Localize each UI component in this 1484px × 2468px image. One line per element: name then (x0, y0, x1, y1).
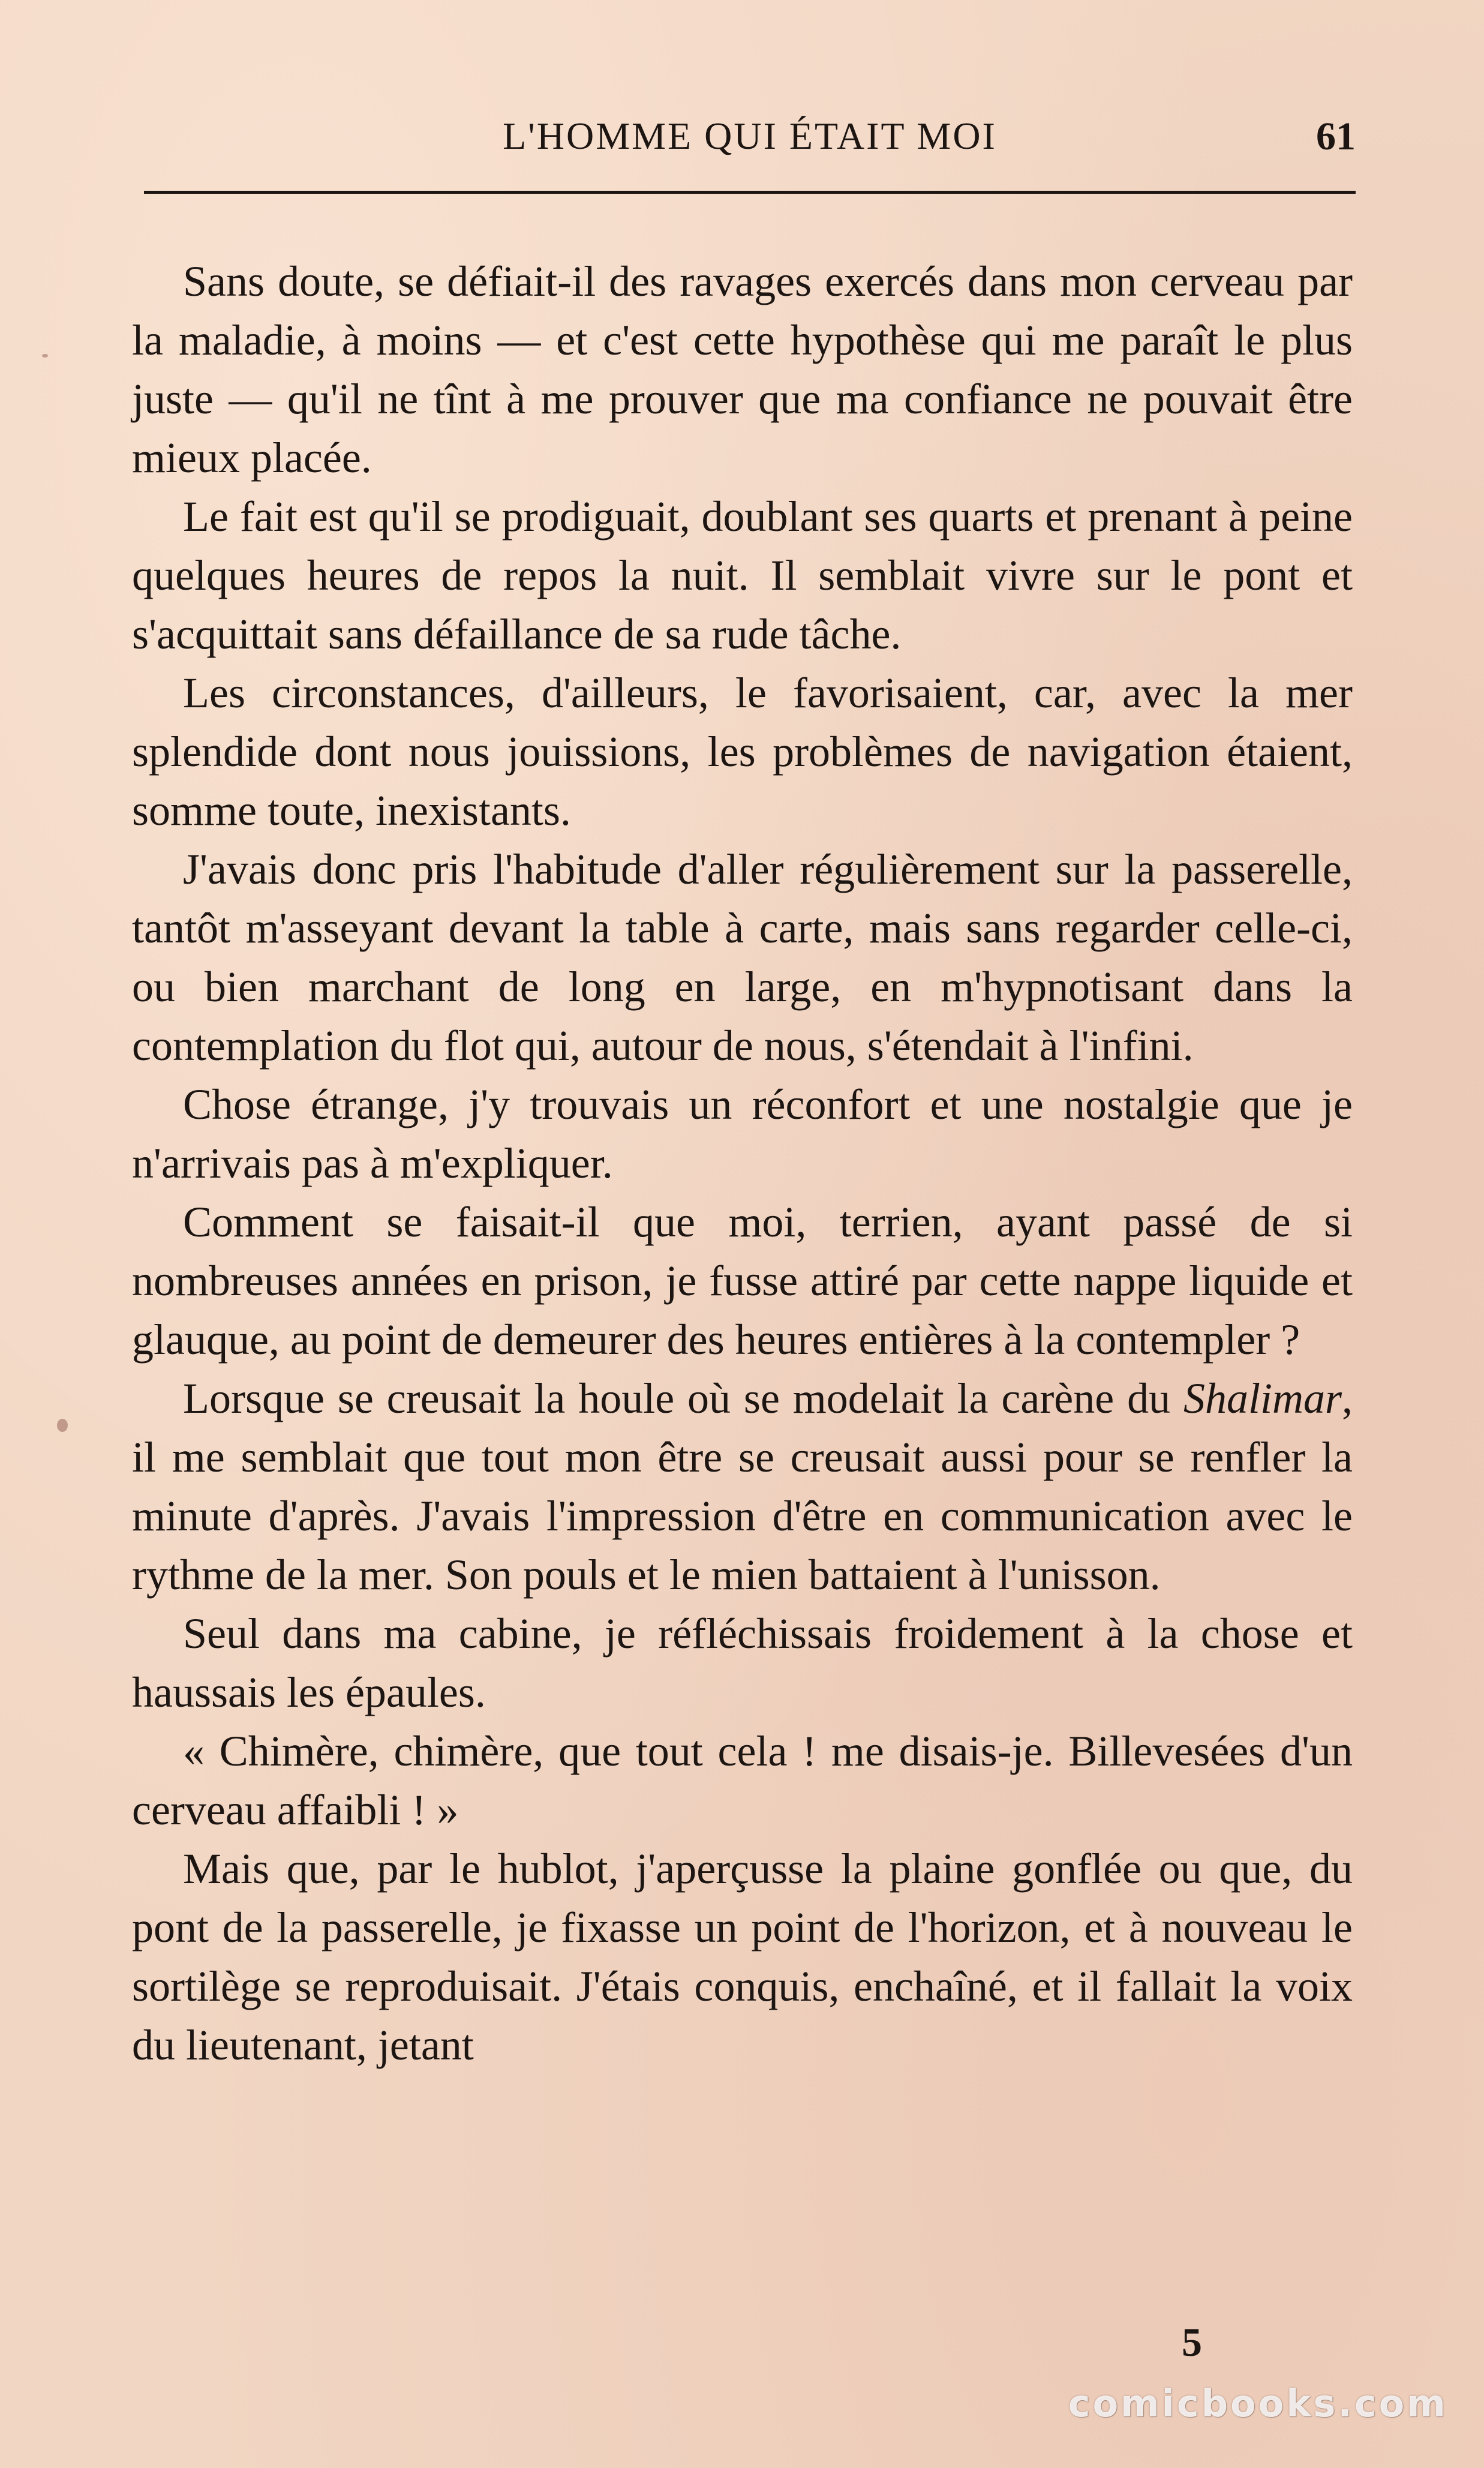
page-number: 61 (1316, 115, 1356, 158)
running-title: L'HOMME QUI ÉTAIT MOI (503, 115, 997, 157)
signature-mark: 5 (1182, 2319, 1202, 2365)
paper-speck (42, 354, 48, 358)
paragraph: Les circonstances, d'ailleurs, le favorisaient, car, avec la mer splendide dont nous jouissions, les problèmes de navigation étaient, somme toute, inexistants. (132, 669, 1353, 834)
paragraph-shalimar (132, 1369, 1353, 1604)
paragraph: Mais que, par le hublot, j'aperçusse la plaine gonflée ou que, du pont de la passerelle, je fixasse un point de l'horizon, et à nouveau le sortilège se reproduisait. J'étais conquis, enchaîné, et il fallait la voix du lieutenant, jetant (132, 1845, 1353, 2069)
ship-name: Shalimar (1183, 1374, 1342, 1422)
paragraph-text: Lorsque se creusait la houle où se modelait la carène du (183, 1374, 1183, 1422)
paragraph: Sans doute, se défiait-il des ravages exercés dans mon cerveau par la maladie, à moins — et c'est cette hypothèse qui me paraît le plus juste — qu'il ne tînt à me prouver que ma confiance ne pouvait être mieux placée. (132, 257, 1353, 482)
paragraph: « Chimère, chimère, que tout cela ! me disais-je. Billevesées d'un cerveau affaibli ! » (132, 1727, 1353, 1834)
paragraph: Comment se faisait-il que moi, terrien, ayant passé de si nombreuses années en prison, je fusse attiré par cette nappe liquide et glauque, au point de demeurer des heures entières à la contempler ? (132, 1198, 1353, 1364)
paper-speck (57, 1419, 68, 1432)
body-text (132, 252, 1353, 2074)
paragraph: Seul dans ma cabine, je réfléchissais froidement à la chose et haussais les épaules. (132, 1610, 1353, 1716)
paragraph: Le fait est qu'il se prodiguait, doublant ses quarts et prenant à peine quelques heures de repos la nuit. Il semblait vivre sur le pont et s'acquittait sans défaillance de sa rude tâche. (132, 493, 1353, 658)
running-head (144, 108, 1356, 180)
paragraph-text: , il me semblait que tout mon être se creusait aussi pour se renfler la minute d'après. J'avais l'impression d'être en communication avec le rythme de la mer. Son pouls et le mien battaient à l'unisson. (132, 1374, 1353, 1599)
watermark: comicbooks.com (1068, 2382, 1448, 2425)
paragraph: J'avais donc pris l'habitude d'aller régulièrement sur la passerelle, tantôt m'asseyant devant la table à carte, mais sans regarder celle-ci, ou bien marchant de long en large, en m'hypnotisant dans la contemplation du flot qui, autour de nous, s'étendait à l'infini. (132, 845, 1353, 1070)
paragraph: Chose étrange, j'y trouvais un réconfort et une nostalgie que je n'arrivais pas à m'expliquer. (132, 1080, 1353, 1187)
header-rule (144, 191, 1356, 194)
